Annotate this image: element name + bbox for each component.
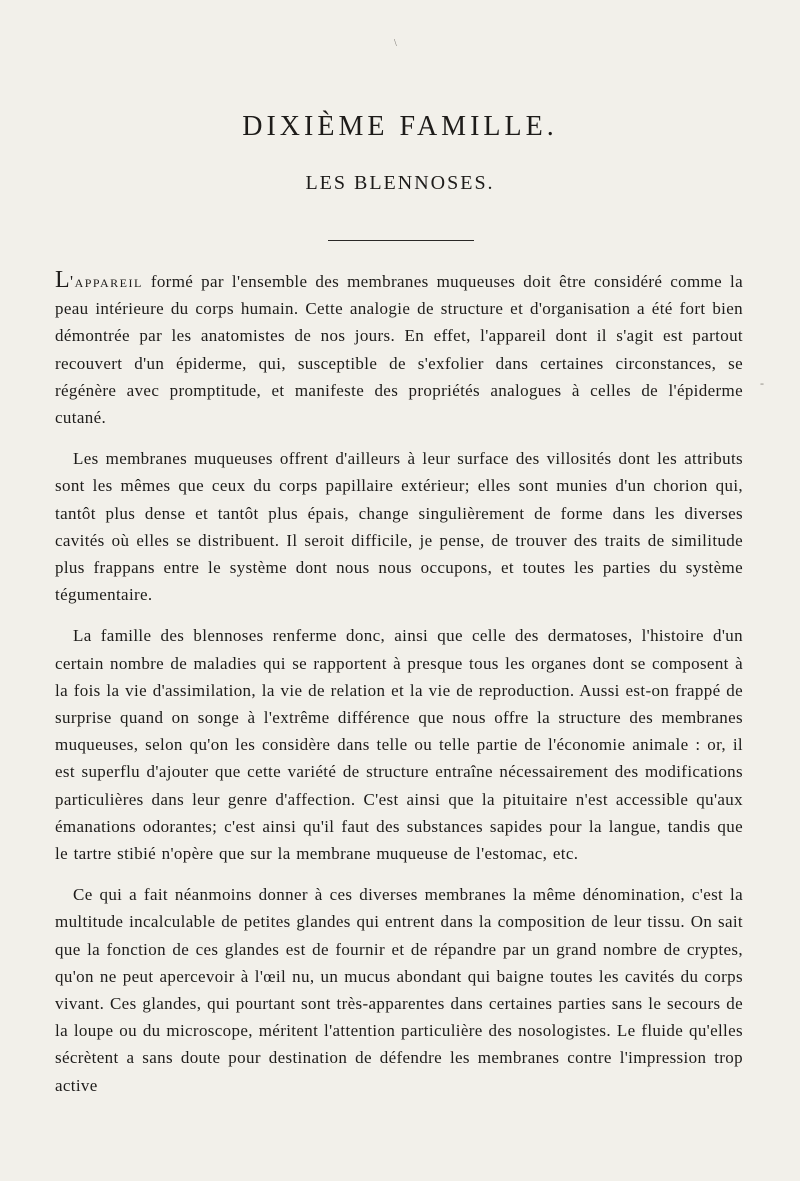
paragraph-2: Les membranes muqueuses offrent d'ailleurs à leur surface des villosités dont les attributs sont les mêmes que ceux du corps papillaire extérieur; elles sont munies d'un chorion qui, tantôt plus dense et tantôt plus épais, change singulièrement de forme dans les diverses cavités où elles se distribuent. Il seroit difficile, je pense, de trouver des traits de similitude plus frappans entre le système dont nous nous occupons, et toutes les parties du système tégumentaire.: [55, 449, 743, 605]
section-title: LES BLENNOSES.: [305, 172, 495, 194]
paragraph-1-text: formé par l'ensemble des membranes muqueuses doit être considéré comme la peau intérieure du corps humain. Cette analogie de structure et d'organisation a été fort bien démontrée par les anatomistes de nos jours. En effet, l'appareil dont il s'agit est partout recouvert d'un épiderme, qui, susceptible de s'exfolier dans certaines circonstances, se régénère avec promptitude, et manifeste des propriétés analogues à celles de l'épiderme cutané.: [55, 272, 743, 428]
top-mark: \: [394, 38, 397, 49]
paragraph-3: La famille des blennoses renferme donc, ainsi que celle des dermatoses, l'histoire d'un certain nombre de maladies qui se rapportent à presque tous les organes dont se composent à la fois la vie d'assimilation, la vie de relation et la vie de reproduction. Aussi est-on frappé de surprise quand on songe à l'extrême différence que nous offre la structure des membranes muqueuses, selon qu'on les considère dans telle ou telle partie de l'économie animale : or, il est superflu d'ajouter que cette variété de structure entraîne nécessairement des modifications particulières dans leur genre d'affection. C'est ainsi que la pituitaire n'est accessible qu'aux émanations odorantes; c'est ainsi qu'il faut des substances sapides pour la langue, tandis que le tartre stibié n'opère que sur la membrane muqueuse de l'estomac, etc.: [55, 626, 743, 864]
margin-mark: -: [760, 376, 764, 390]
chapter-title: DIXIÈME FAMILLE.: [242, 111, 558, 142]
title-divider: [328, 240, 474, 241]
body-text: [55, 268, 743, 1113]
opening-small-caps: 'appareil: [70, 272, 143, 291]
drop-cap: L: [55, 267, 71, 293]
paragraph-4: Ce qui a fait néanmoins donner à ces diverses membranes la même dénomination, c'est la multitude incalculable de petites glandes qui entrent dans la composition de leur tissu. On sait que la fonction de ces glandes est de fournir et de répandre par un grand nombre de cryptes, qu'on ne peut apercevoir à l'œil nu, un mucus abondant qui baigne toutes les cavités du corps vivant. Ces glandes, qui pourtant sont très-apparentes dans certaines parties sans le secours de la loupe ou du microscope, méritent l'attention particulière des nosologistes. Le fluide qu'elles sécrètent a sans doute pour destination de défendre les membranes contre l'impression trop active: [55, 885, 743, 1095]
paragraph-1: [55, 268, 743, 431]
